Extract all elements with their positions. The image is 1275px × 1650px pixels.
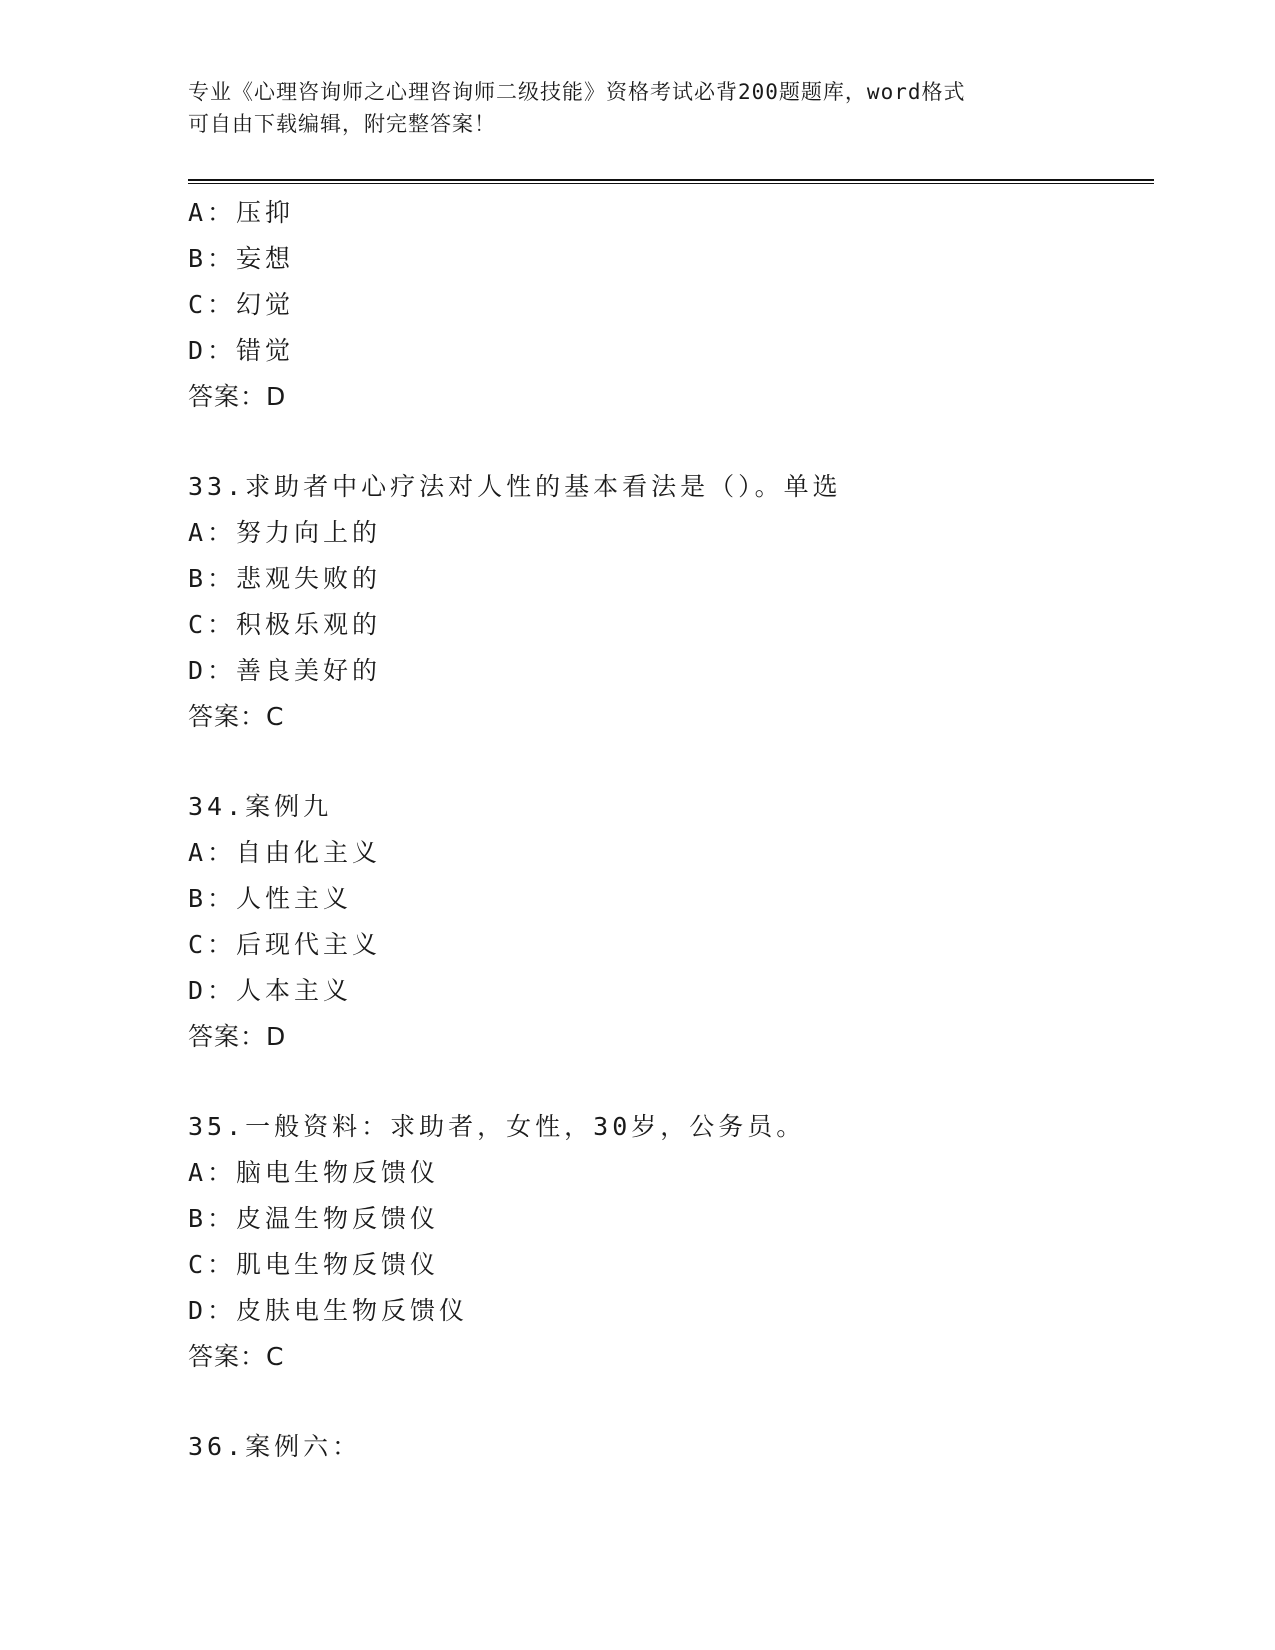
option-b: B：人性主义 [188, 884, 353, 913]
question-stem: 35.一般资料：求助者，女性，30岁，公务员。 [188, 1112, 806, 1141]
spacer [188, 420, 1154, 464]
header-line-1: 专业《心理咨询师之心理咨询师二级技能》资格考试必背200题题库，word格式 [188, 80, 966, 104]
header-divider [188, 179, 1154, 184]
option-a: A：压抑 [188, 198, 295, 227]
option-b: B：妄想 [188, 244, 295, 273]
question-stem: 36.案例六： [188, 1432, 362, 1461]
question-32-block [188, 190, 1154, 420]
option-a: A：脑电生物反馈仪 [188, 1158, 440, 1187]
option-c: C：积极乐观的 [188, 610, 382, 639]
question-35-block [188, 1104, 1154, 1380]
question-list [188, 190, 1154, 1470]
spacer [188, 740, 1154, 784]
option-a: A：努力向上的 [188, 518, 382, 547]
answer-line: 答案：D [188, 1022, 287, 1051]
option-c: C：幻觉 [188, 290, 295, 319]
option-a: A：自由化主义 [188, 838, 382, 867]
question-stem: 34.案例九 [188, 792, 333, 821]
header-line-2: 可自由下载编辑，附完整答案！ [188, 112, 496, 136]
question-stem: 33.求助者中心疗法对人性的基本看法是（）。单选 [188, 472, 842, 501]
question-36-block [188, 1424, 1154, 1470]
spacer [188, 1380, 1154, 1424]
option-d: D：人本主义 [188, 976, 353, 1005]
answer-line: 答案：D [188, 382, 287, 411]
option-b: B：皮温生物反馈仪 [188, 1204, 440, 1233]
option-c: C：后现代主义 [188, 930, 382, 959]
option-c: C：肌电生物反馈仪 [188, 1250, 440, 1279]
spacer [188, 1060, 1154, 1104]
option-d: D：善良美好的 [188, 656, 382, 685]
document-header [188, 76, 1088, 140]
question-34-block [188, 784, 1154, 1060]
option-d: D：皮肤电生物反馈仪 [188, 1296, 469, 1325]
question-33-block [188, 464, 1154, 740]
option-d: D：错觉 [188, 336, 295, 365]
option-b: B：悲观失败的 [188, 564, 382, 593]
answer-line: 答案：C [188, 702, 285, 731]
answer-line: 答案：C [188, 1342, 285, 1371]
